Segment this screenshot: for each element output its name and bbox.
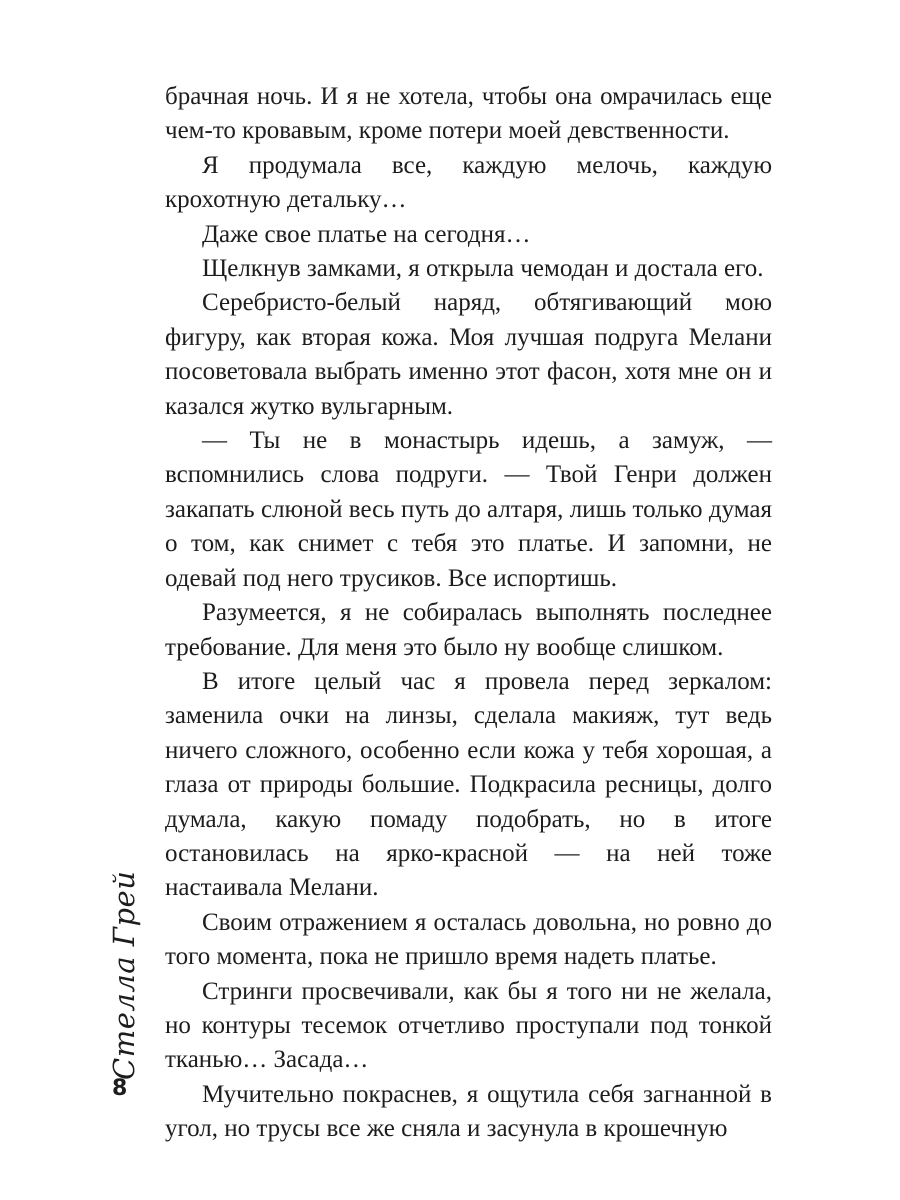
paragraph: В итоге целый час я провела перед зеркалом: заменила очки на линзы, сделала макияж, тут ведь ничего сложного, особенно если кожа у тебя хорошая, а глаза от природы большие. Подкрасила ресницы, долго думала, какую помаду подобрать, но в итоге остановилась на ярко-красной — на ней тоже настаивала Мелани. — [165, 667, 772, 902]
paragraph: Щелкнув замками, я открыла чемодан и достала его. — [202, 255, 764, 283]
paragraph: брачная ночь. И я не хотела, чтобы она омрачилась еще чем-то кровавым, кроме потери моей девственности. — [165, 83, 772, 145]
paragraph: Разумеется, я не собиралась выполнять последнее требование. Для меня это было ну вообще слишком. — [165, 599, 772, 661]
paragraph: Даже свое платье на сегодня… — [202, 220, 531, 248]
body-text — [165, 80, 772, 1147]
paragraph: Мучительно покраснев, я ощутила себя загнанной в угол, но трусы все же сняла и засунула в крошечную — [165, 1080, 772, 1143]
paragraph: Стринги просвечивали, как бы я того ни не желала, но контуры тесемок отчетливо проступали под тонкой тканью… Засада… — [165, 977, 772, 1074]
page-number: 8 — [112, 1076, 128, 1101]
paragraph: Серебристо-белый наряд, обтягивающий мою фигуру, как вторая кожа. Моя лучшая подруга Мелани посоветовала выбрать именно этот фасон, хотя мне он и казался жутко вульгарным. — [165, 289, 772, 420]
running-head-author: Стелла Грей — [107, 870, 141, 1080]
paragraph: Своим отражением я осталась довольна, но ровно до того момента, пока не пришло время надеть платье. — [165, 908, 772, 971]
paragraph: Я продумала все, каждую мелочь, каждую крохотную детальку… — [165, 151, 772, 214]
paragraph: — Ты не в монастырь идешь, а замуж, — вспомнились слова подруги. — Твой Генри должен закапать слюной весь путь до алтаря, лишь только думая о том, как снимет с тебя это платье. И запомни, не одевай под него трусиков. Все испортишь. — [165, 427, 772, 592]
